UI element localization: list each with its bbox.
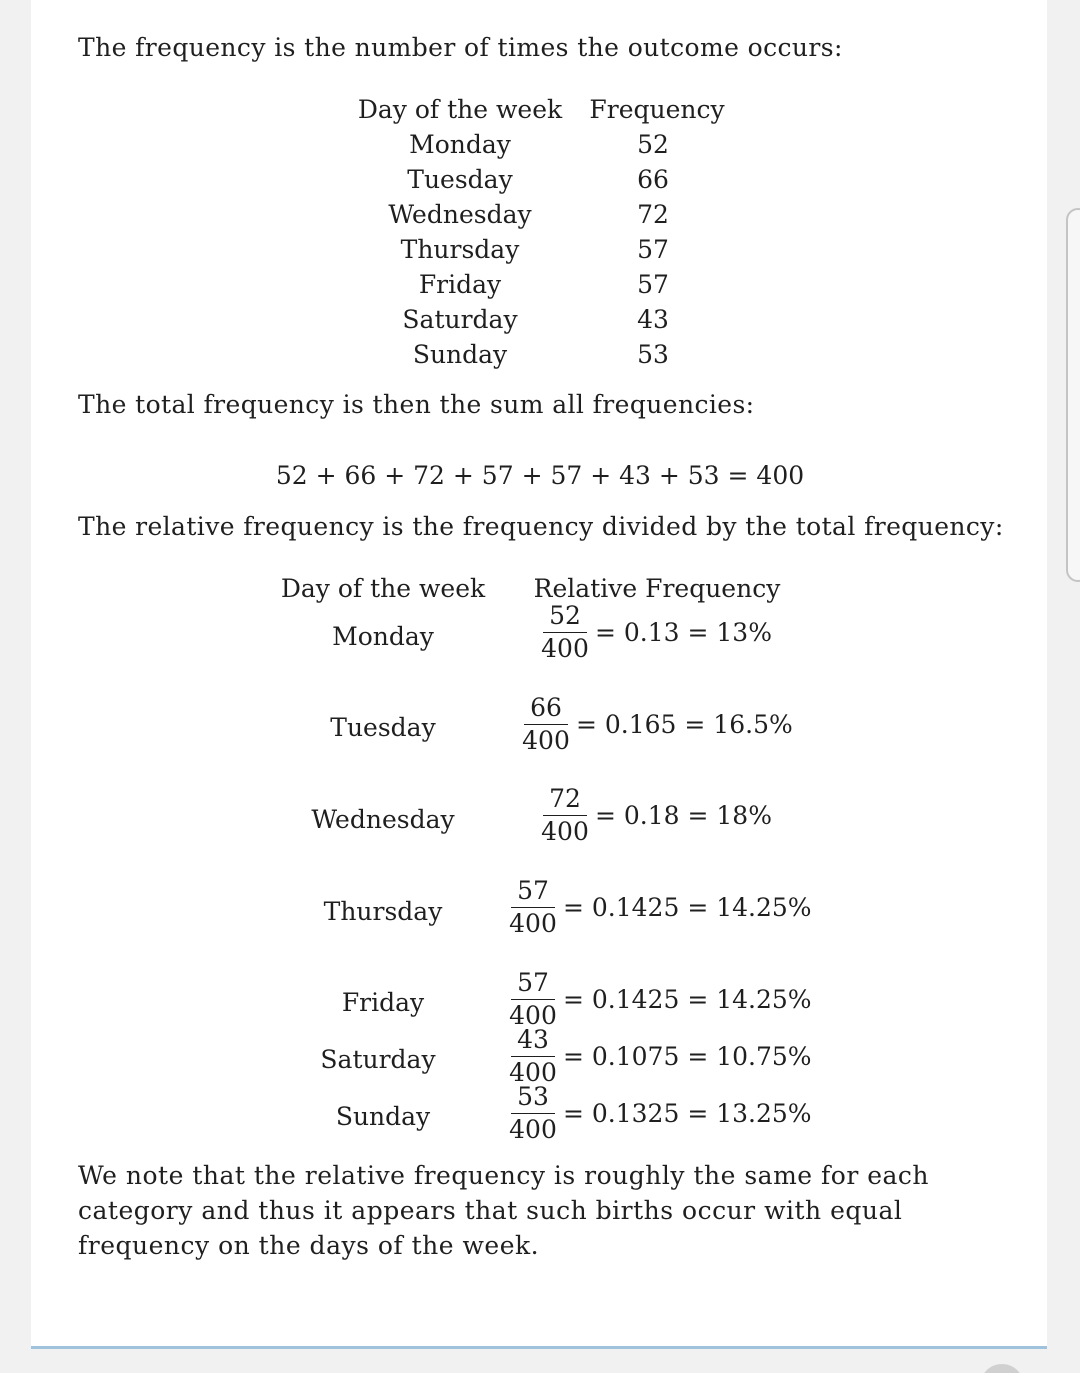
relative-result: = 0.1425 = 14.25% [563, 893, 812, 922]
fraction [543, 786, 587, 845]
relative-result: = 0.1075 = 10.75% [563, 1042, 812, 1071]
relative-value-saturday [511, 1027, 812, 1086]
frequency-day-friday: Friday [418, 270, 502, 299]
relative-value-monday [543, 603, 772, 662]
fraction-denominator: 400 [509, 1115, 557, 1144]
frequency-day-saturday: Saturday [402, 305, 518, 334]
intro-relative-text: The relative frequency is the frequency divided by the total frequency: [78, 512, 1004, 541]
frequency-value-saturday: 43 [637, 305, 669, 334]
fraction [543, 603, 587, 662]
fraction-numerator: 57 [517, 876, 549, 905]
relative-value-friday [511, 970, 812, 1029]
relative-table-header-day: Day of the week [280, 574, 486, 603]
relative-result: = 0.1325 = 13.25% [563, 1099, 812, 1128]
frequency-value-wednesday: 72 [637, 200, 669, 229]
fraction [511, 1084, 555, 1143]
fraction-numerator: 43 [517, 1025, 549, 1054]
frequency-table-header-frequency: Frequency [589, 95, 725, 124]
frequency-day-wednesday: Wednesday [388, 200, 532, 229]
frequency-value-tuesday: 66 [637, 165, 669, 194]
fraction-denominator: 400 [509, 1058, 557, 1087]
relative-result: = 0.165 = 16.5% [576, 710, 793, 739]
fraction [524, 695, 568, 754]
page-bottom-divider [31, 1346, 1047, 1349]
fraction [511, 970, 555, 1029]
fraction-denominator: 400 [509, 1001, 557, 1030]
frequency-value-monday: 52 [637, 130, 669, 159]
relative-day-thursday: Thursday [323, 897, 443, 926]
total-frequency-equation: 52 + 66 + 72 + 57 + 57 + 43 + 53 = 400 [275, 461, 805, 490]
relative-result: = 0.13 = 13% [595, 618, 772, 647]
intro-total-text: The total frequency is then the sum all frequencies: [78, 390, 755, 419]
fraction-numerator: 52 [549, 601, 581, 630]
relative-day-tuesday: Tuesday [330, 713, 436, 742]
fraction-denominator: 400 [541, 634, 589, 663]
fraction [511, 1027, 555, 1086]
relative-result: = 0.18 = 18% [595, 801, 772, 830]
relative-result: = 0.1425 = 14.25% [563, 985, 812, 1014]
relative-day-sunday: Sunday [335, 1102, 431, 1131]
relative-day-monday: Monday [332, 622, 434, 651]
relative-value-sunday [511, 1084, 812, 1143]
relative-day-saturday: Saturday [320, 1045, 436, 1074]
frequency-day-sunday: Sunday [412, 340, 508, 369]
fraction-numerator: 53 [517, 1082, 549, 1111]
frequency-day-thursday: Thursday [400, 235, 520, 264]
intro-frequency-text: The frequency is the number of times the outcome occurs: [78, 33, 843, 62]
frequency-table-header-day: Day of the week [357, 95, 563, 124]
side-scroll-handle[interactable] [1066, 208, 1080, 582]
relative-day-wednesday: Wednesday [311, 805, 455, 834]
frequency-value-friday: 57 [637, 270, 669, 299]
relative-value-thursday [511, 878, 812, 937]
floating-action-button[interactable] [980, 1364, 1024, 1373]
relative-day-friday: Friday [341, 988, 425, 1017]
conclusion-text: We note that the relative frequency is roughly the same for each category and thus it appears that such births occur with equal frequency on the days of the week. [78, 1161, 930, 1260]
relative-value-tuesday [524, 695, 793, 754]
frequency-day-tuesday: Tuesday [407, 165, 513, 194]
fraction-denominator: 400 [522, 726, 570, 755]
fraction-numerator: 72 [549, 784, 581, 813]
relative-table-header-relative: Relative Frequency [533, 574, 781, 603]
fraction-denominator: 400 [541, 817, 589, 846]
frequency-value-sunday: 53 [637, 340, 669, 369]
document-page [31, 0, 1047, 1346]
relative-value-wednesday [543, 786, 772, 845]
fraction-denominator: 400 [509, 909, 557, 938]
fraction-numerator: 66 [530, 693, 562, 722]
fraction-numerator: 57 [517, 968, 549, 997]
frequency-value-thursday: 57 [637, 235, 669, 264]
frequency-day-monday: Monday [409, 130, 511, 159]
fraction [511, 878, 555, 937]
